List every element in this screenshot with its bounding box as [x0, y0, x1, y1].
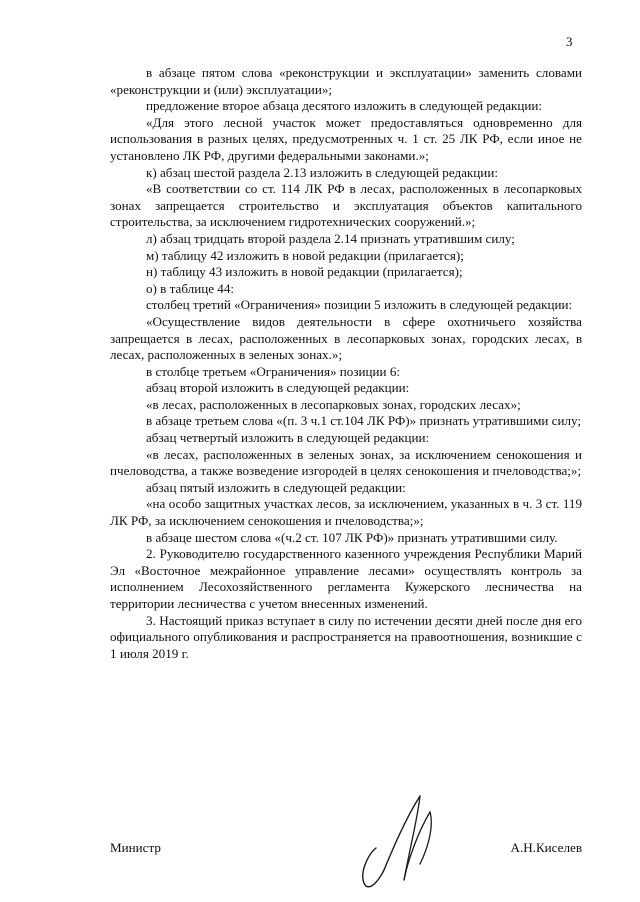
paragraph: к) абзац шестой раздела 2.13 изложить в следующей редакции:: [146, 164, 498, 180]
paragraph: «Осуществление видов деятельности в сфере охотничьего хозяйства запрещается в лесах, расположенных в лесопарковых зонах, городских лесах, в лесах, расположенных в зеленых зонах.»;: [110, 313, 582, 363]
paragraph: л) абзац тридцать второй раздела 2.14 признать утратившим силу;: [146, 230, 515, 246]
paragraph: столбец третий «Ограничения» позиции 5 изложить в следующей редакции:: [146, 297, 573, 313]
paragraph: «на особо защитных участках лесов, за исключением, указанных в ч. 3 ст. 119 ЛК РФ, за исключением сенокошения и пчеловодства;»;: [110, 496, 582, 529]
paragraph: в абзаце пятом слова «реконструкции и эксплуатации» заменить словами «реконструкции и (или) эксплуатации»;: [110, 65, 582, 97]
page-number: 3: [566, 34, 573, 49]
paragraph: в абзаце третьем слова «(п. 3 ч.1 ст.104 ЛК РФ)» признать утратившими силу;: [146, 413, 582, 429]
signature-block: [110, 840, 582, 860]
signatory-position: Министр: [110, 840, 161, 855]
paragraph: в столбце третьем «Ограничения» позиции 6:: [146, 363, 400, 379]
paragraph: 2. Руководителю государственного казенного учреждения Республики Марий Эл «Восточное межрайонное управление лесами» осуществлять контроль за исполнением Лесохозяйственного регламента Кужерского лесничества на территории лесничества с учетом внесенных изменений.: [110, 546, 582, 611]
paragraph: н) таблицу 43 изложить в новой редакции (прилагается);: [146, 264, 463, 280]
paragraph: «в лесах, расположенных в зеленых зонах, за исключением сенокошения и пчеловодства, а также возведение изгородей в целях сенокошения и пчеловодства;»;: [110, 446, 582, 479]
document-body: [110, 65, 582, 662]
paragraph: абзац пятый изложить в следующей редакции:: [146, 479, 406, 495]
paragraph: «В соответствии со ст. 114 ЛК РФ в лесах, расположенных в лесопарковых зонах запрещается строительство и эксплуатация объектов капитального строительства, за исключением гидротехнических сооружений.»;: [110, 181, 582, 230]
paragraph: абзац четвертый изложить в следующей редакции:: [146, 430, 430, 446]
paragraph: о) в таблице 44:: [146, 280, 235, 296]
paragraph: предложение второе абзаца десятого изложить в следующей редакции:: [146, 98, 543, 114]
paragraph: абзац второй изложить в следующей редакции:: [146, 380, 410, 396]
paragraph: «в лесах, расположенных в лесопарковых зонах, городских лесах»;: [146, 396, 521, 412]
signatory-name: А.Н.Киселев: [510, 840, 582, 855]
paragraph: «Для этого лесной участок может предоставляться одновременно для использования в разных целях, предусмотренных ч. 1 ст. 25 ЛК РФ, если иное не установлено ЛК РФ, другими федеральными законами.»;: [110, 114, 582, 163]
paragraph: 3. Настоящий приказ вступает в силу по истечении десяти дней после дня его официального опубликования и распространяется на правоотношения, возникшие с 1 июля 2019 г.: [110, 612, 582, 661]
paragraph: в абзаце шестом слова «(ч.2 ст. 107 ЛК РФ)» признать утратившими силу.: [146, 529, 558, 545]
paragraph: м) таблицу 42 изложить в новой редакции (прилагается);: [146, 247, 464, 263]
